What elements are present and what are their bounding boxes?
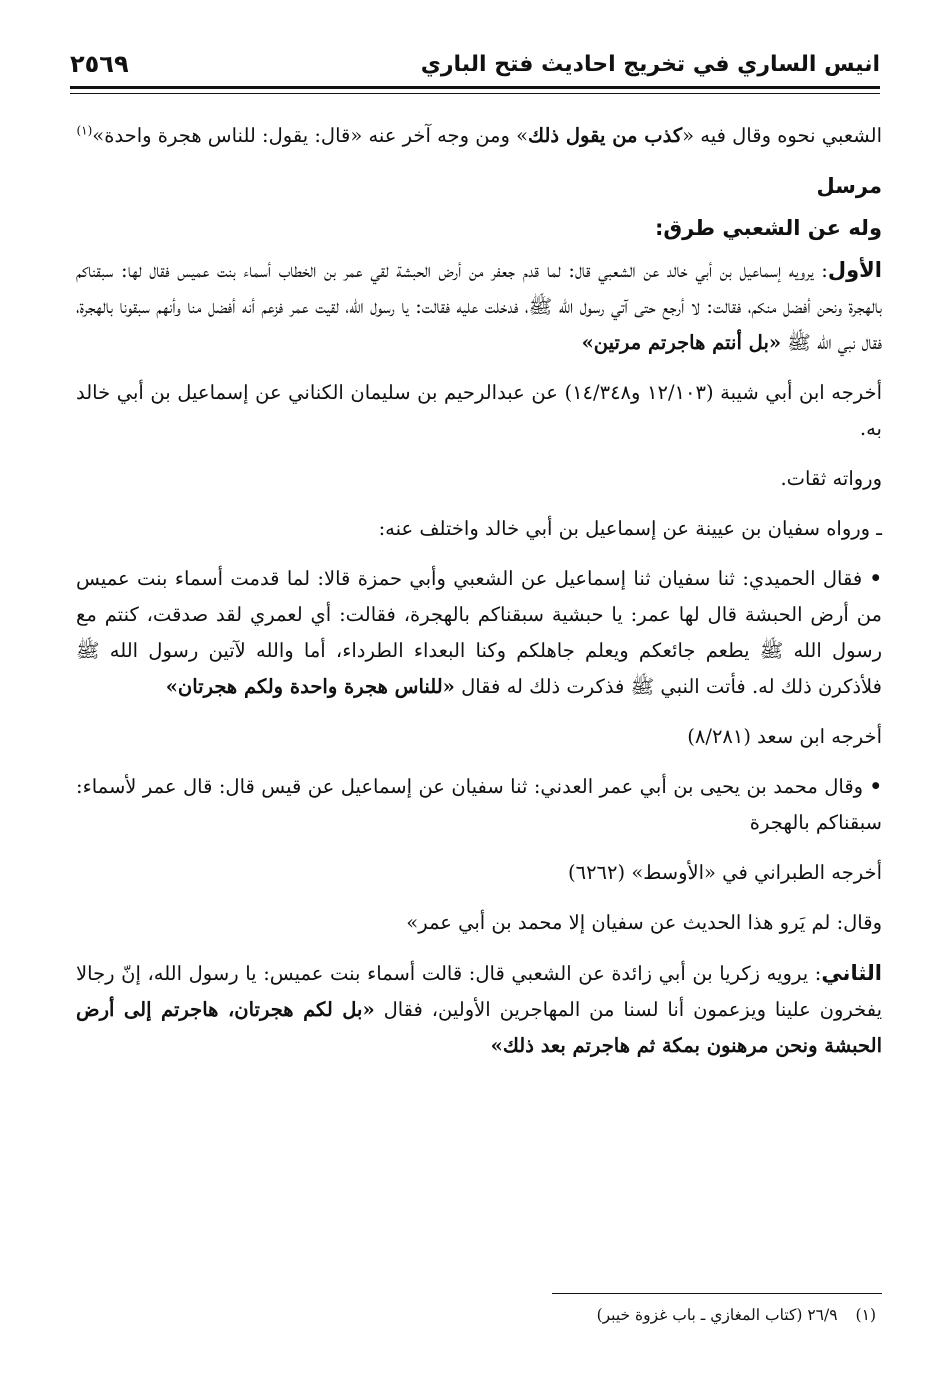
bullet: •	[869, 567, 882, 590]
footnote	[300, 1302, 876, 1328]
footnote-text: ٢٦/٩ (كتاب المغازي ـ باب غزوة خيبر)	[596, 1306, 838, 1324]
bold-quote: «بل لكم هجرتان، هاجرتم إلى أرض الحبشة ونحن مرهنون بمكة ثم هاجرتم بعد ذلك»	[76, 998, 882, 1057]
running-title: انيس الساري في تخريج احاديث فتح الباري	[420, 52, 880, 77]
bullet: •	[869, 775, 882, 798]
footnote-rule	[552, 1293, 882, 1294]
label-first: الأول	[827, 258, 882, 282]
bold-quote: «بل أنتم هاجرتم مرتين»	[581, 331, 782, 354]
paragraph-lam-yarwi: وقال: لم يَرو هذا الحديث عن سفيان إلا محمد بن أبي عمر»	[406, 911, 882, 934]
label-second: الثاني	[821, 961, 882, 985]
text: فقال الحميدي: ثنا سفيان ثنا إسماعيل عن الشعبي وأبي حمزة قالا: لما قدمت أسماء بنت عميس من أرض الحبشة قال لها عمر: يا حبشية سبقناكم بالهجرة، فقالت: أي لعمري لقد صدقت، كنتم مع رسول الله ﷺ يطعم جائعكم ويعلم جاهلكم وكنا البعداء الطرداء، أما والله لآتين رسول الله ﷺ فلأذكرن ذلك له. فأتت النبي ﷺ فذكرت ذلك له فقال	[76, 567, 882, 698]
text: وقال محمد بن يحيى بن أبي عمر العدني: ثنا سفيان عن إسماعيل عن قيس قال: قال عمر لأسماء: سبقناكم بالهجرة	[76, 775, 882, 834]
page-number: ٢٥٦٩	[70, 50, 129, 78]
header-rule-thin	[70, 93, 880, 94]
footnote-ref: (١)	[76, 123, 93, 138]
paragraph-ibn-saad: أخرجه ابن سعد (٨/٢٨١)	[687, 725, 882, 748]
text: : يرويه زكريا بن أبي زائدة عن الشعبي قال: قالت أسماء بنت عميس: يا رسول الله، إنّ رجالا يفخرون علينا ويزعمون أنا لسنا من المهاجرين الأولين، فقال	[76, 962, 883, 1021]
heading-mursal: مرسل	[816, 174, 882, 198]
text: » ومن وجه آخر عنه «قال: يقول: للناس هجرة واحدة»	[92, 124, 529, 147]
page-header	[70, 52, 880, 86]
paragraph-tabarani: أخرجه الطبراني في «الأوسط» (٦٢٦٢)	[568, 861, 882, 884]
heading-turuq: وله عن الشعبي طرق:	[655, 216, 882, 240]
paragraph-thiqat: ورواته ثقات.	[780, 467, 882, 490]
bold-quote: كذب من يقول ذلك	[528, 124, 683, 147]
text: الشعبي نحوه وقال فيه «	[682, 124, 882, 147]
header-rule-thick	[70, 86, 880, 89]
paragraph-adani	[76, 769, 882, 841]
paragraph-ibn-abi-shayba: أخرجه ابن أبي شيبة (١٢/١٠٣ و١٤/٣٤٨) عن عبدالرحيم بن سليمان الكناني عن إسماعيل بن أبي خالد به.	[76, 381, 882, 440]
paragraph-ibn-uyayna: ـ ورواه سفيان بن عيينة عن إسماعيل بن أبي خالد واختلف عنه:	[378, 517, 882, 540]
paragraph-first-path	[76, 252, 882, 361]
footnote-number: (١)	[855, 1306, 876, 1324]
main-text	[76, 118, 882, 1078]
paragraph-shabi-intro	[76, 118, 882, 154]
paragraph-humaydi	[76, 561, 882, 705]
bold-quote: «للناس هجرة واحدة ولكم هجرتان»	[165, 675, 455, 698]
paragraph-second-path	[76, 955, 882, 1064]
text: : يرويه إسماعيل بن أبي خالد عن الشعبي قال: لما قدم جعفر من أرض الحبشة لقي عمر بن الخطاب أسماء بنت عميس فقال لها: سبقناكم بالهجرة ونحن أفضل منكم، فقالت: لا أرجع حتى آتي رسول الله ﷺ، فدخلت عليه فقالت: يا رسول الله، لقيت عمر فزعم أنه أفضل منا وأنهم سبقونا بالهجرة، فقال نبي الله ﷺ	[76, 259, 882, 354]
